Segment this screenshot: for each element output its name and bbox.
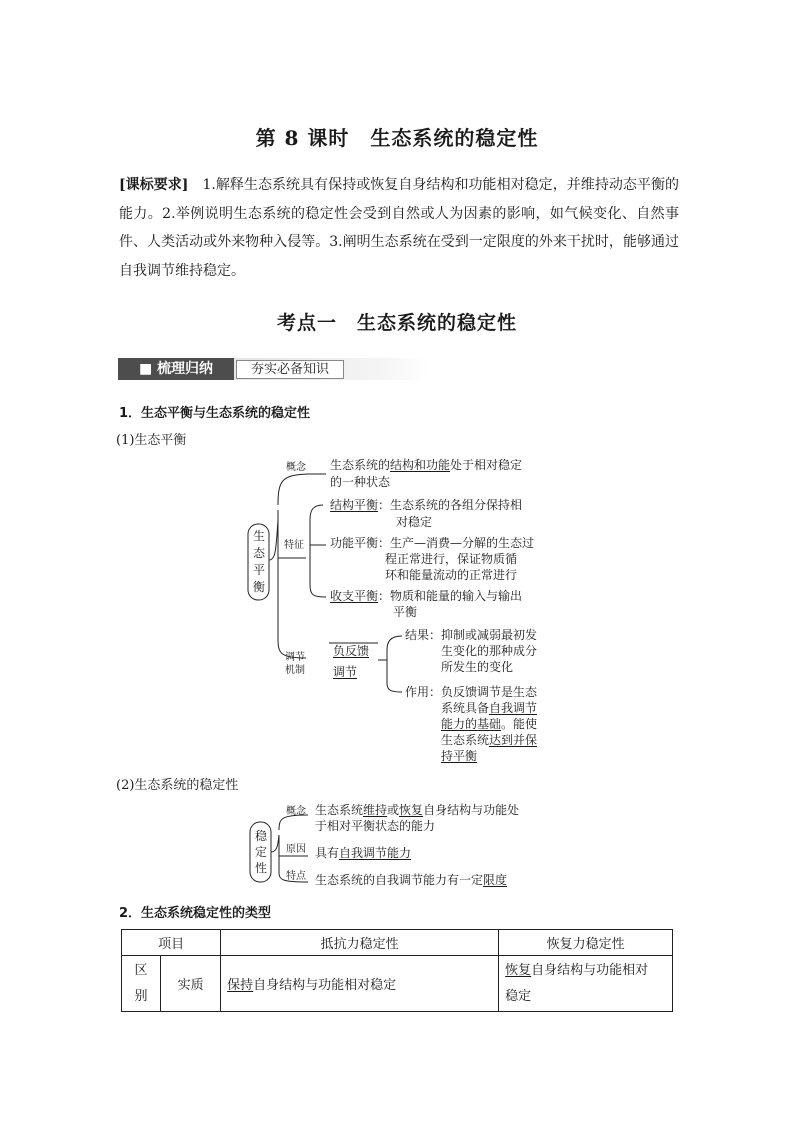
- feature-function-3: 环和能量流动的正常进行: [385, 568, 518, 582]
- stability-types-table: [121, 929, 673, 1012]
- negative-feedback: 负反馈: [333, 644, 370, 658]
- function-text-2: 系统具备自我调节: [441, 701, 538, 715]
- label-concept: 概念: [286, 462, 306, 473]
- label-cause: 原因: [286, 844, 306, 855]
- table-cell-resistance: 保持自身结构与功能相对稳定: [221, 956, 499, 1012]
- section-title: 考点一 生态系统的稳定性: [276, 312, 517, 334]
- feature-function: 功能平衡：生产—消费—分解的生态过: [330, 536, 535, 550]
- table-header-item: 项目: [122, 930, 221, 956]
- feature-budget-2: 平衡: [393, 605, 418, 619]
- heading-stability-types: 2．生态系统稳定性的类型: [119, 906, 272, 921]
- feature-structure: 结构平衡：生态系统的各组分保持相: [330, 498, 523, 512]
- stability-characteristic: 生态系统的自我调节能力有一定限度: [315, 873, 508, 887]
- stability-concept-2: 于相对平衡状态的能力: [315, 819, 436, 833]
- requirement-text: 1.解释生态系统具有保持或恢复自身结构和功能相对稳定，并维持动态平衡的能力。2.举例说明生态系统的稳定性会受到自然或人为因素的影响，如气候变化、自然事件、人类活动或外来物种入侵等。3.阐明生态系统在受到一定限度的外来干扰时，能够通过自我调节维持稳定。: [119, 177, 679, 279]
- band-label-knowledge: 夯实必备知识: [236, 360, 344, 379]
- heading-ecological-balance: 1．生态平衡与生态系统的稳定性: [119, 406, 311, 421]
- table-header-resistance: 抵抗力稳定性: [221, 930, 499, 956]
- negative-feedback-2: 调节: [333, 665, 358, 679]
- table-row-label: 实质: [161, 956, 221, 1012]
- label-feature: 特征: [284, 540, 304, 551]
- concept-text: 生态系统的结构和功能处于相对稳定: [330, 458, 523, 472]
- function-text-4: 生态系统达到并保: [441, 733, 538, 747]
- function-text-3: 能力的基础。能使: [441, 717, 538, 731]
- band-label-summary: ■ 梳理归纳: [118, 358, 234, 380]
- label-regulation: 调节 机制: [285, 652, 305, 676]
- label-concept-2: 概念: [286, 806, 306, 817]
- concept-text-2: 的一种状态: [330, 475, 391, 489]
- page-title: 第 8 课时 生态系统的稳定性: [255, 126, 539, 150]
- stability-concept: 生态系统维持或恢复自身结构与功能处: [315, 803, 520, 817]
- function-text-5: 持平衡: [441, 749, 478, 763]
- result-text-2: 生变化的那种成分: [441, 644, 538, 658]
- stability-cause: 具有自我调节能力: [315, 846, 412, 860]
- root-stability: 稳 定 性: [254, 829, 267, 875]
- subheading-ecological-balance: (1)生态平衡: [116, 433, 187, 448]
- table-header-resilience: 恢复力稳定性: [499, 930, 673, 956]
- function-text: 作用：负反馈调节是生态: [405, 685, 538, 699]
- table-row-group: 区 别: [122, 956, 161, 1012]
- feature-budget: 收支平衡：物质和能量的输入与输出: [330, 589, 523, 603]
- feature-function-2: 程正常进行，保证物质循: [385, 552, 518, 566]
- result-text: 结果：抑制或减弱最初发: [405, 628, 538, 642]
- result-text-3: 所发生的变化: [441, 660, 514, 674]
- root-ecological-balance: 生 态 平 衡: [252, 529, 265, 594]
- feature-structure-2: 对稳定: [396, 515, 433, 529]
- subheading-stability: (2)生态系统的稳定性: [116, 778, 239, 793]
- table-cell-resilience: 恢复自身结构与功能相对 稳定: [499, 956, 673, 1012]
- requirement-label: [课标要求]: [119, 177, 189, 193]
- label-characteristic: 特点: [286, 871, 306, 882]
